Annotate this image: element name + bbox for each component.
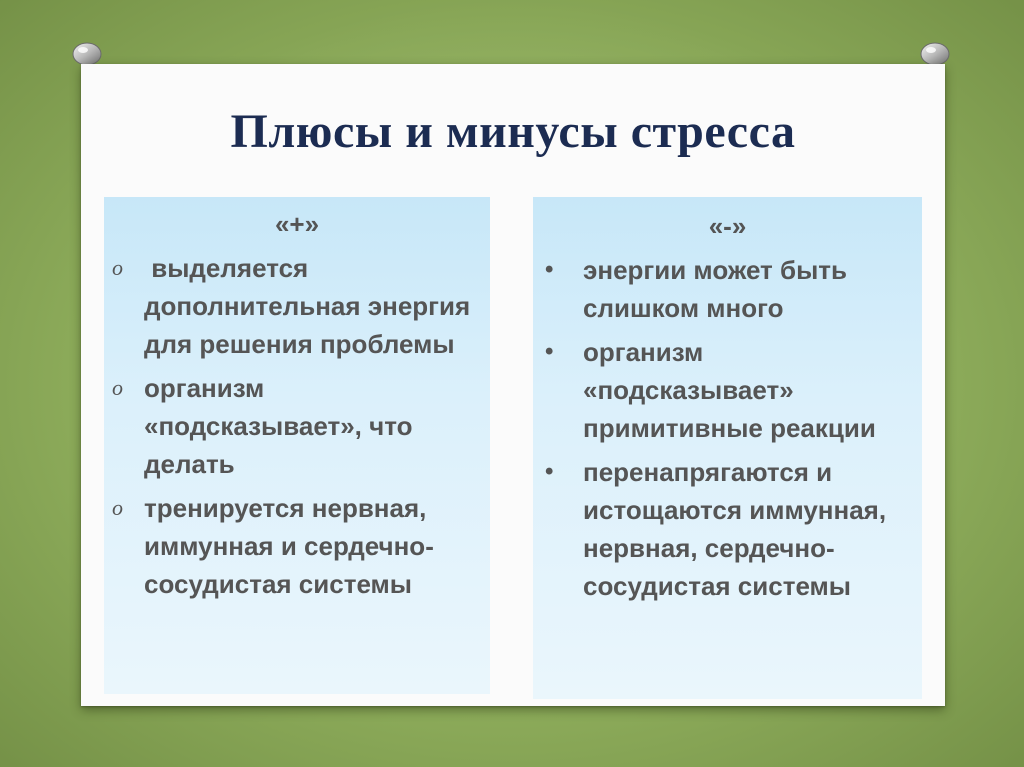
cons-item-text: организм «подсказывает» примитивные реакции	[583, 337, 876, 443]
slide-title: Плюсы и минусы стресса	[230, 105, 796, 158]
pros-item-text: выделяется дополнительная энергия для решения проблемы	[144, 253, 478, 359]
cons-heading: «-»	[708, 211, 747, 241]
circle-bullet-icon: o	[112, 255, 123, 280]
pros-panel	[104, 197, 490, 694]
cons-item-text: перенапрягаются и истощаются иммунная, нервная, сердечно-сосудистая системы	[583, 457, 887, 601]
pros-item-text: организм «подсказывает», что делать	[144, 373, 413, 479]
dot-bullet-icon: •	[545, 458, 554, 485]
pros-heading: «+»	[274, 209, 320, 239]
cons-list-item	[533, 333, 922, 447]
cons-list-item	[533, 453, 922, 605]
pros-list-item	[104, 249, 490, 363]
pros-list-item	[104, 369, 490, 483]
circle-bullet-icon: o	[112, 495, 123, 520]
dot-bullet-icon: •	[545, 338, 554, 365]
pros-list-item	[104, 489, 490, 603]
cons-list	[533, 251, 922, 605]
circle-bullet-icon: o	[112, 375, 123, 400]
dot-bullet-icon: •	[545, 256, 554, 283]
cons-item-text: энергии может быть слишком много	[583, 255, 847, 323]
pros-list	[104, 249, 490, 603]
cons-panel	[533, 197, 922, 699]
pros-item-text: тренируется нервная, иммунная и сердечно-сосудистая системы	[144, 493, 434, 599]
cons-list-item	[533, 251, 922, 327]
